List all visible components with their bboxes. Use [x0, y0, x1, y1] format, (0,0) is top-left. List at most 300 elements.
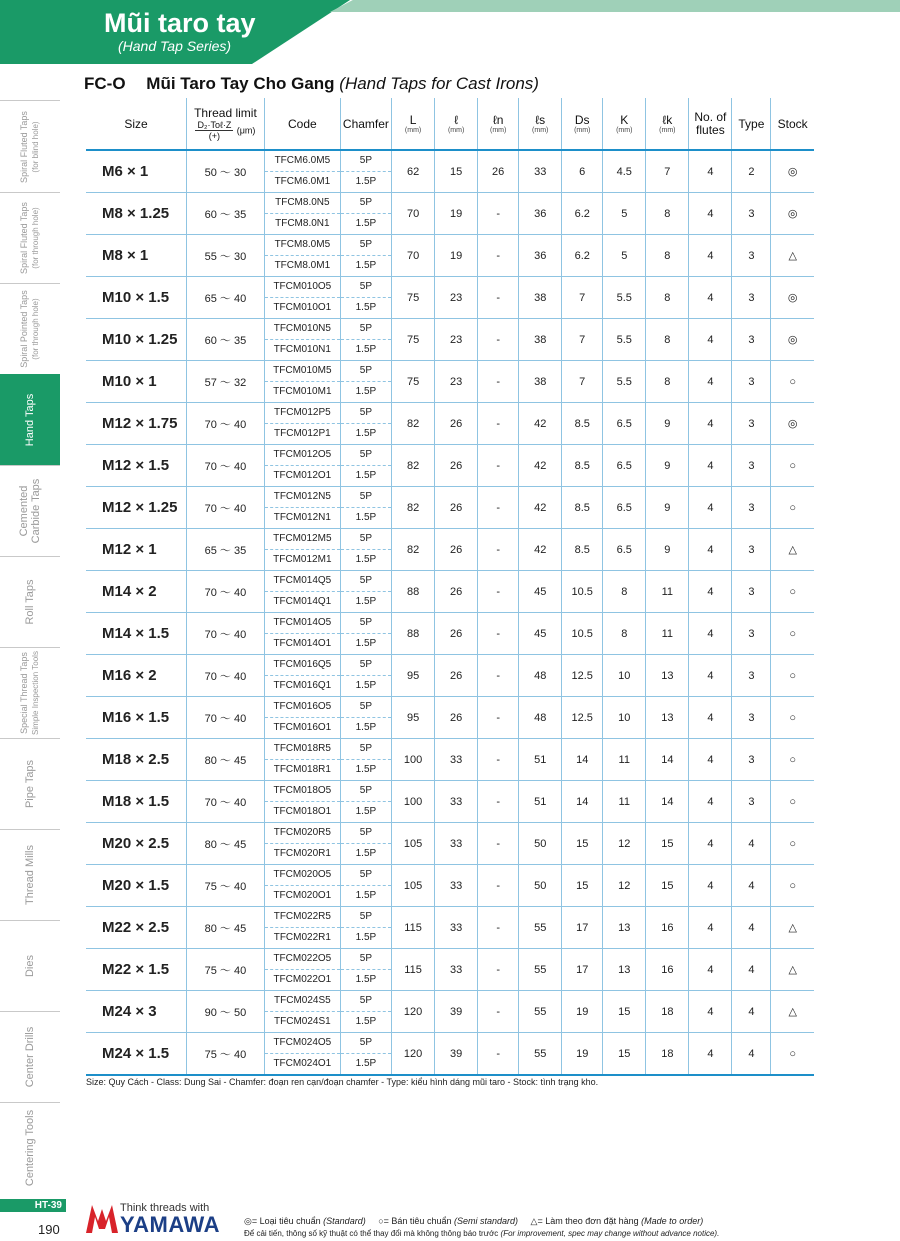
sidebar-tab[interactable] [0, 1102, 60, 1193]
abbreviation-note: Size: Quy Cách - Class: Dung Sai - Chamfer: đoạn ren cạn/đoạn chamfer - Type: kiểu hình dáng mũi taro - Stock: tình trạng kho. [86, 1077, 599, 1087]
spec-table-body [86, 150, 814, 1075]
chamfer-5p: 5P [341, 361, 391, 382]
sidebar-tab[interactable] [0, 738, 60, 829]
cell-chamfer [340, 1033, 391, 1076]
cell-l: 120 [392, 991, 435, 1033]
cell-code [264, 739, 340, 781]
code-5p: TFCM010N5 [265, 319, 340, 340]
cell-type: 3 [732, 739, 771, 781]
chamfer-1-5p: 1.5P [355, 932, 377, 943]
cell-code [264, 277, 340, 319]
section-title-en: (Hand Taps for Cast Irons) [339, 74, 539, 93]
cell-lk: 11 [646, 571, 689, 613]
sidebar-tab[interactable] [0, 192, 60, 283]
cell-k: 10 [603, 697, 646, 739]
cell-type: 3 [732, 445, 771, 487]
cell-k: 5 [603, 193, 646, 235]
cell-ds: 15 [562, 823, 603, 865]
cell-type: 4 [732, 823, 771, 865]
page-tag: HT-39 [0, 1199, 66, 1212]
cell-ds: 14 [562, 739, 603, 781]
table-row [86, 235, 814, 277]
cell-ls: 55 [519, 1033, 562, 1076]
cell-code [264, 193, 340, 235]
cell-code [264, 445, 340, 487]
cell-thread-limit: 75 ～ 40 [186, 1033, 264, 1076]
sidebar-tab-label: Special Thread Taps Simple Inspection Tools [19, 651, 40, 735]
cell-type: 3 [732, 487, 771, 529]
cell-ln: - [478, 235, 519, 277]
cell-thread-limit: 70 ～ 40 [186, 781, 264, 823]
sidebar-tab-label: Hand Taps [24, 393, 36, 447]
cell-l: 26 [435, 487, 478, 529]
cell-ls: 42 [519, 487, 562, 529]
code-5p: TFCM016O5 [265, 697, 340, 718]
cell-chamfer [340, 739, 391, 781]
code-1-5p: TFCM024O1 [273, 1058, 332, 1069]
cell-size: M10 × 1 [86, 361, 186, 403]
cell-thread-limit: 70 ～ 40 [186, 445, 264, 487]
cell-code [264, 781, 340, 823]
table-row [86, 991, 814, 1033]
cell-ln: - [478, 571, 519, 613]
col-size: Size [86, 98, 186, 150]
chamfer-1-5p: 1.5P [355, 386, 377, 397]
cell-code [264, 991, 340, 1033]
cell-lk: 8 [646, 235, 689, 277]
cell-stock: ◎ [771, 150, 814, 193]
code-1-5p: TFCM016Q1 [273, 680, 332, 691]
cell-chamfer [340, 571, 391, 613]
sidebar-tab-label: Spiral Pointed Taps (for through hole) [19, 290, 40, 368]
col-l: ℓ (mm) [435, 98, 478, 150]
cell-size: M18 × 1.5 [86, 781, 186, 823]
cell-ds: 10.5 [562, 571, 603, 613]
code-1-5p: TFCM014Q1 [273, 596, 332, 607]
cell-code [264, 907, 340, 949]
table-row [86, 445, 814, 487]
cell-ds: 15 [562, 865, 603, 907]
cell-size: M12 × 1 [86, 529, 186, 571]
cell-k: 5.5 [603, 319, 646, 361]
code-1-5p: TFCM012O1 [273, 470, 332, 481]
cell-code [264, 319, 340, 361]
cell-flutes: 4 [689, 739, 732, 781]
sidebar-tab[interactable] [0, 829, 60, 920]
cell-stock: ○ [771, 571, 814, 613]
cell-flutes: 4 [689, 235, 732, 277]
sidebar-tab[interactable] [0, 1011, 60, 1102]
code-5p: TFCM022R5 [265, 907, 340, 928]
table-row [86, 571, 814, 613]
code-5p: TFCM024S5 [265, 991, 340, 1012]
chamfer-1-5p: 1.5P [355, 638, 377, 649]
cell-type: 4 [732, 865, 771, 907]
col-type: Type [732, 98, 771, 150]
chamfer-5p: 5P [341, 193, 391, 214]
table-row [86, 949, 814, 991]
cell-flutes: 4 [689, 991, 732, 1033]
sidebar-tab-label: Dies [24, 954, 36, 978]
sidebar-tab-label: Spiral Fluted Taps (for through hole) [19, 202, 40, 274]
cell-k: 5 [603, 235, 646, 277]
cell-ls: 51 [519, 739, 562, 781]
cell-ls: 38 [519, 361, 562, 403]
sidebar-tab[interactable] [0, 647, 60, 738]
code-1-5p: TFCM020R1 [273, 848, 331, 859]
cell-stock: △ [771, 949, 814, 991]
cell-l: 26 [435, 613, 478, 655]
cell-lk: 18 [646, 991, 689, 1033]
cell-k: 5.5 [603, 361, 646, 403]
cell-k: 8 [603, 571, 646, 613]
cell-ds: 8.5 [562, 403, 603, 445]
cell-type: 3 [732, 613, 771, 655]
cell-ln: - [478, 403, 519, 445]
cell-stock: △ [771, 529, 814, 571]
sidebar-tab[interactable] [0, 374, 60, 465]
code-5p: TFCM024O5 [265, 1033, 340, 1054]
cell-lk: 9 [646, 445, 689, 487]
cell-ls: 38 [519, 277, 562, 319]
cell-l: 82 [392, 529, 435, 571]
col-L: L (mm) [392, 98, 435, 150]
chamfer-5p: 5P [341, 865, 391, 886]
cell-type: 3 [732, 193, 771, 235]
cell-ln: - [478, 1033, 519, 1076]
cell-code [264, 613, 340, 655]
cell-ln: - [478, 739, 519, 781]
code-5p: TFCM8.0M5 [265, 235, 340, 256]
cell-code [264, 235, 340, 277]
cell-chamfer [340, 319, 391, 361]
table-row [86, 907, 814, 949]
table-row [86, 1033, 814, 1076]
chamfer-1-5p: 1.5P [355, 974, 377, 985]
cell-l: 105 [392, 823, 435, 865]
cell-lk: 9 [646, 487, 689, 529]
cell-size: M16 × 2 [86, 655, 186, 697]
cell-chamfer [340, 193, 391, 235]
code-1-5p: TFCM014O1 [273, 638, 332, 649]
cell-chamfer [340, 403, 391, 445]
cell-k: 10 [603, 655, 646, 697]
sidebar-tab-label: Centering Tools [24, 1109, 36, 1187]
code-1-5p: TFCM010O1 [273, 302, 332, 313]
cell-chamfer [340, 613, 391, 655]
sidebar-tab-label: Spiral Fluted Taps (for blind hole) [19, 110, 40, 183]
semi-standard-symbol-icon: ○ [378, 1216, 384, 1226]
chamfer-1-5p: 1.5P [355, 428, 377, 439]
cell-code [264, 949, 340, 991]
code-1-5p: TFCM010N1 [273, 344, 331, 355]
cell-ds: 8.5 [562, 529, 603, 571]
cell-l: 26 [435, 403, 478, 445]
cell-ln: - [478, 319, 519, 361]
chamfer-1-5p: 1.5P [355, 890, 377, 901]
chamfer-5p: 5P [341, 1033, 391, 1054]
cell-type: 4 [732, 907, 771, 949]
chamfer-1-5p: 1.5P [355, 344, 377, 355]
cell-ds: 19 [562, 991, 603, 1033]
cell-lk: 8 [646, 277, 689, 319]
col-lk: ℓk (mm) [646, 98, 689, 150]
cell-k: 5.5 [603, 277, 646, 319]
cell-ls: 42 [519, 529, 562, 571]
cell-ls: 45 [519, 613, 562, 655]
code-1-5p: TFCM018O1 [273, 806, 332, 817]
cell-stock: ○ [771, 865, 814, 907]
cell-l: 26 [435, 445, 478, 487]
cell-l: 82 [392, 445, 435, 487]
cell-flutes: 4 [689, 1033, 732, 1076]
cell-type: 3 [732, 529, 771, 571]
cell-thread-limit: 70 ～ 40 [186, 613, 264, 655]
col-chamfer: Chamfer [340, 98, 391, 150]
cell-code [264, 655, 340, 697]
cell-size: M12 × 1.25 [86, 487, 186, 529]
cell-chamfer [340, 150, 391, 193]
cell-l: 75 [392, 361, 435, 403]
cell-k: 4.5 [603, 150, 646, 193]
cell-type: 2 [732, 150, 771, 193]
code-1-5p: TFCM022R1 [273, 932, 331, 943]
cell-flutes: 4 [689, 193, 732, 235]
cell-chamfer [340, 655, 391, 697]
cell-k: 15 [603, 1033, 646, 1076]
chamfer-5p: 5P [341, 151, 391, 172]
code-1-5p: TFCM6.0M1 [274, 176, 331, 187]
code-5p: TFCM010M5 [265, 361, 340, 382]
sidebar-tab-label: Cemented Carbide Taps [18, 478, 42, 544]
cell-ds: 7 [562, 361, 603, 403]
chamfer-5p: 5P [341, 445, 391, 466]
cell-k: 6.5 [603, 529, 646, 571]
cell-l: 115 [392, 907, 435, 949]
cell-ln: - [478, 613, 519, 655]
cell-type: 3 [732, 277, 771, 319]
cell-k: 12 [603, 865, 646, 907]
code-5p: TFCM018O5 [265, 781, 340, 802]
chamfer-1-5p: 1.5P [355, 302, 377, 313]
cell-code [264, 571, 340, 613]
cell-lk: 15 [646, 823, 689, 865]
table-row [86, 403, 814, 445]
cell-k: 6.5 [603, 487, 646, 529]
sidebar-tab[interactable] [0, 556, 60, 647]
cell-ds: 7 [562, 319, 603, 361]
page-subtitle: (Hand Tap Series) [118, 38, 232, 54]
chamfer-1-5p: 1.5P [355, 764, 377, 775]
cell-k: 11 [603, 781, 646, 823]
cell-lk: 14 [646, 781, 689, 823]
sidebar-tab[interactable] [0, 283, 60, 374]
cell-flutes: 4 [689, 655, 732, 697]
cell-l: 88 [392, 571, 435, 613]
cell-l: 82 [392, 403, 435, 445]
cell-stock: △ [771, 991, 814, 1033]
cell-thread-limit: 70 ～ 40 [186, 487, 264, 529]
cell-size: M14 × 1.5 [86, 613, 186, 655]
cell-ls: 55 [519, 907, 562, 949]
cell-thread-limit: 80 ～ 45 [186, 907, 264, 949]
chamfer-5p: 5P [341, 319, 391, 340]
cell-stock: ○ [771, 781, 814, 823]
cell-l: 15 [435, 150, 478, 193]
sidebar-tab-label: Center Drills [24, 1026, 36, 1088]
chamfer-5p: 5P [341, 529, 391, 550]
chamfer-5p: 5P [341, 403, 391, 424]
chamfer-5p: 5P [341, 235, 391, 256]
code-5p: TFCM020R5 [265, 823, 340, 844]
cell-code [264, 487, 340, 529]
cell-k: 13 [603, 907, 646, 949]
cell-stock: ○ [771, 823, 814, 865]
cell-l: 33 [435, 823, 478, 865]
cell-flutes: 4 [689, 529, 732, 571]
cell-size: M20 × 2.5 [86, 823, 186, 865]
code-1-5p: TFCM020O1 [273, 890, 332, 901]
cell-type: 3 [732, 781, 771, 823]
cell-thread-limit: 50 ～ 30 [186, 150, 264, 193]
cell-l: 62 [392, 150, 435, 193]
cell-chamfer [340, 781, 391, 823]
cell-size: M16 × 1.5 [86, 697, 186, 739]
cell-ds: 6.2 [562, 235, 603, 277]
page-number: 190 [38, 1222, 60, 1237]
code-5p: TFCM012O5 [265, 445, 340, 466]
code-5p: TFCM022O5 [265, 949, 340, 970]
cell-code [264, 1033, 340, 1076]
sidebar-tab[interactable] [0, 920, 60, 1011]
code-1-5p: TFCM024S1 [274, 1016, 331, 1027]
cell-l: 26 [435, 655, 478, 697]
cell-lk: 16 [646, 907, 689, 949]
cell-stock: ○ [771, 1033, 814, 1076]
code-5p: TFCM8.0N5 [265, 193, 340, 214]
cell-l: 75 [392, 319, 435, 361]
cell-l: 39 [435, 991, 478, 1033]
cell-ls: 48 [519, 655, 562, 697]
table-row [86, 697, 814, 739]
cell-chamfer [340, 949, 391, 991]
chamfer-5p: 5P [341, 949, 391, 970]
cell-l: 33 [435, 949, 478, 991]
cell-ls: 42 [519, 403, 562, 445]
cell-code [264, 361, 340, 403]
chamfer-5p: 5P [341, 781, 391, 802]
spec-table [86, 98, 814, 1076]
table-row [86, 529, 814, 571]
cell-size: M22 × 1.5 [86, 949, 186, 991]
table-header-row [86, 98, 814, 150]
cell-lk: 18 [646, 1033, 689, 1076]
table-row [86, 613, 814, 655]
cell-size: M20 × 1.5 [86, 865, 186, 907]
cell-ln: - [478, 487, 519, 529]
cell-l: 39 [435, 1033, 478, 1076]
cell-flutes: 4 [689, 697, 732, 739]
chamfer-1-5p: 1.5P [355, 848, 377, 859]
cell-thread-limit: 60 ～ 35 [186, 319, 264, 361]
cell-type: 3 [732, 361, 771, 403]
code-1-5p: TFCM012N1 [273, 512, 331, 523]
cell-ds: 6 [562, 150, 603, 193]
logo-wordmark: YAMAWA [120, 1212, 220, 1237]
cell-l: 95 [392, 697, 435, 739]
cell-l: 33 [435, 781, 478, 823]
cell-ln: - [478, 529, 519, 571]
table-row [86, 823, 814, 865]
table-row [86, 655, 814, 697]
cell-lk: 11 [646, 613, 689, 655]
logo-tagline: Think threads with [120, 1202, 210, 1214]
table-row [86, 361, 814, 403]
cell-flutes: 4 [689, 487, 732, 529]
cell-size: M22 × 2.5 [86, 907, 186, 949]
cell-l: 120 [392, 1033, 435, 1076]
cell-chamfer [340, 907, 391, 949]
chamfer-1-5p: 1.5P [355, 680, 377, 691]
cell-k: 13 [603, 949, 646, 991]
cell-ln: - [478, 697, 519, 739]
code-1-5p: TFCM012P1 [274, 428, 331, 439]
cell-ls: 50 [519, 865, 562, 907]
cell-ds: 6.2 [562, 193, 603, 235]
cell-l: 70 [392, 235, 435, 277]
cell-thread-limit: 75 ～ 40 [186, 865, 264, 907]
sidebar-tab[interactable] [0, 465, 60, 556]
cell-l: 26 [435, 529, 478, 571]
cell-type: 3 [732, 571, 771, 613]
cell-l: 23 [435, 361, 478, 403]
cell-ln: - [478, 949, 519, 991]
cell-size: M12 × 1.75 [86, 403, 186, 445]
cell-thread-limit: 70 ～ 40 [186, 571, 264, 613]
code-5p: TFCM012M5 [265, 529, 340, 550]
cell-thread-limit: 55 ～ 30 [186, 235, 264, 277]
chamfer-5p: 5P [341, 655, 391, 676]
cell-stock: ◎ [771, 319, 814, 361]
cell-ls: 55 [519, 949, 562, 991]
cell-k: 11 [603, 739, 646, 781]
cell-code [264, 865, 340, 907]
table-row [86, 739, 814, 781]
chamfer-1-5p: 1.5P [355, 176, 377, 187]
col-K: K (mm) [603, 98, 646, 150]
table-row [86, 487, 814, 529]
cell-l: 70 [392, 193, 435, 235]
cell-stock: △ [771, 235, 814, 277]
code-5p: TFCM012P5 [265, 403, 340, 424]
cell-lk: 15 [646, 865, 689, 907]
cell-ls: 33 [519, 150, 562, 193]
sidebar-tab[interactable] [0, 100, 60, 192]
cell-l: 95 [392, 655, 435, 697]
cell-l: 115 [392, 949, 435, 991]
cell-size: M10 × 1.25 [86, 319, 186, 361]
cell-l: 26 [435, 571, 478, 613]
chamfer-1-5p: 1.5P [355, 218, 377, 229]
col-stock: Stock [771, 98, 814, 150]
cell-l: 26 [435, 697, 478, 739]
chamfer-1-5p: 1.5P [355, 596, 377, 607]
cell-ds: 8.5 [562, 487, 603, 529]
cell-ln: - [478, 865, 519, 907]
code-1-5p: TFCM012M1 [273, 554, 332, 565]
cell-lk: 8 [646, 361, 689, 403]
cell-size: M24 × 1.5 [86, 1033, 186, 1076]
